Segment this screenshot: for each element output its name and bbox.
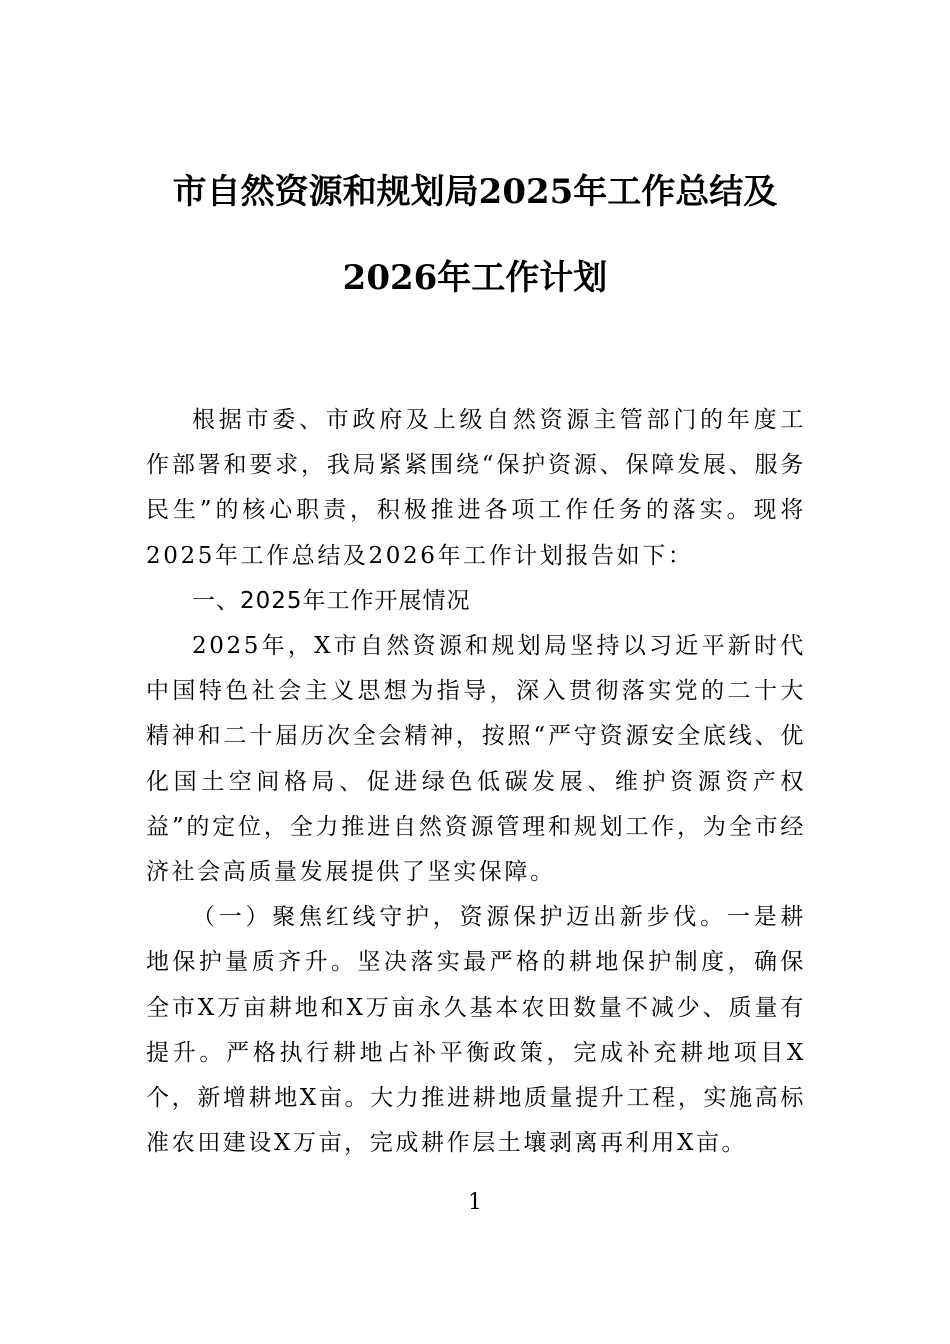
intro-paragraph: 根据市委、市政府及上级自然资源主管部门的年度工作部署和要求，我局紧紧围绕“保护资源、保障发展、服务民生”的核心职责，积极推进各项工作任务的落实。现将2025年工作总结及2026年工作计划报告如下： bbox=[146, 407, 806, 569]
title-line-2: 2026年工作计划 bbox=[342, 258, 608, 298]
section-heading: 一、2025年工作开展情况 bbox=[192, 587, 471, 614]
title-line-1: 市自然资源和规划局2025年工作总结及 bbox=[172, 172, 778, 212]
document-title bbox=[100, 172, 850, 298]
page-number: 1 bbox=[468, 1190, 482, 1215]
overview-paragraph: 2025年，X市自然资源和规划局坚持以习近平新时代中国特色社会主义思想为指导，深入贯彻落实党的二十大精神和二十届历次全会精神，按照“严守资源安全底线、优化国土空间格局、促进绿色低碳发展、维护资源资产权益”的定位，全力推进自然资源管理和规划工作，为全市经济社会高质量发展提供了坚实保障。 bbox=[146, 633, 806, 886]
document-body bbox=[146, 398, 806, 1166]
subsection-paragraph: （一）聚焦红线守护，资源保护迈出新步伐。一是耕地保护量质齐升。坚决落实最严格的耕地保护制度，确保全市X万亩耕地和X万亩永久基本农田数量不减少、质量有提升。严格执行耕地占补平衡政策，完成补充耕地项目X个，新增耕地X亩。大力推进耕地质量提升工程，实施高标准农田建设X万亩，完成耕作层土壤剥离再利用X亩。 bbox=[146, 904, 806, 1157]
